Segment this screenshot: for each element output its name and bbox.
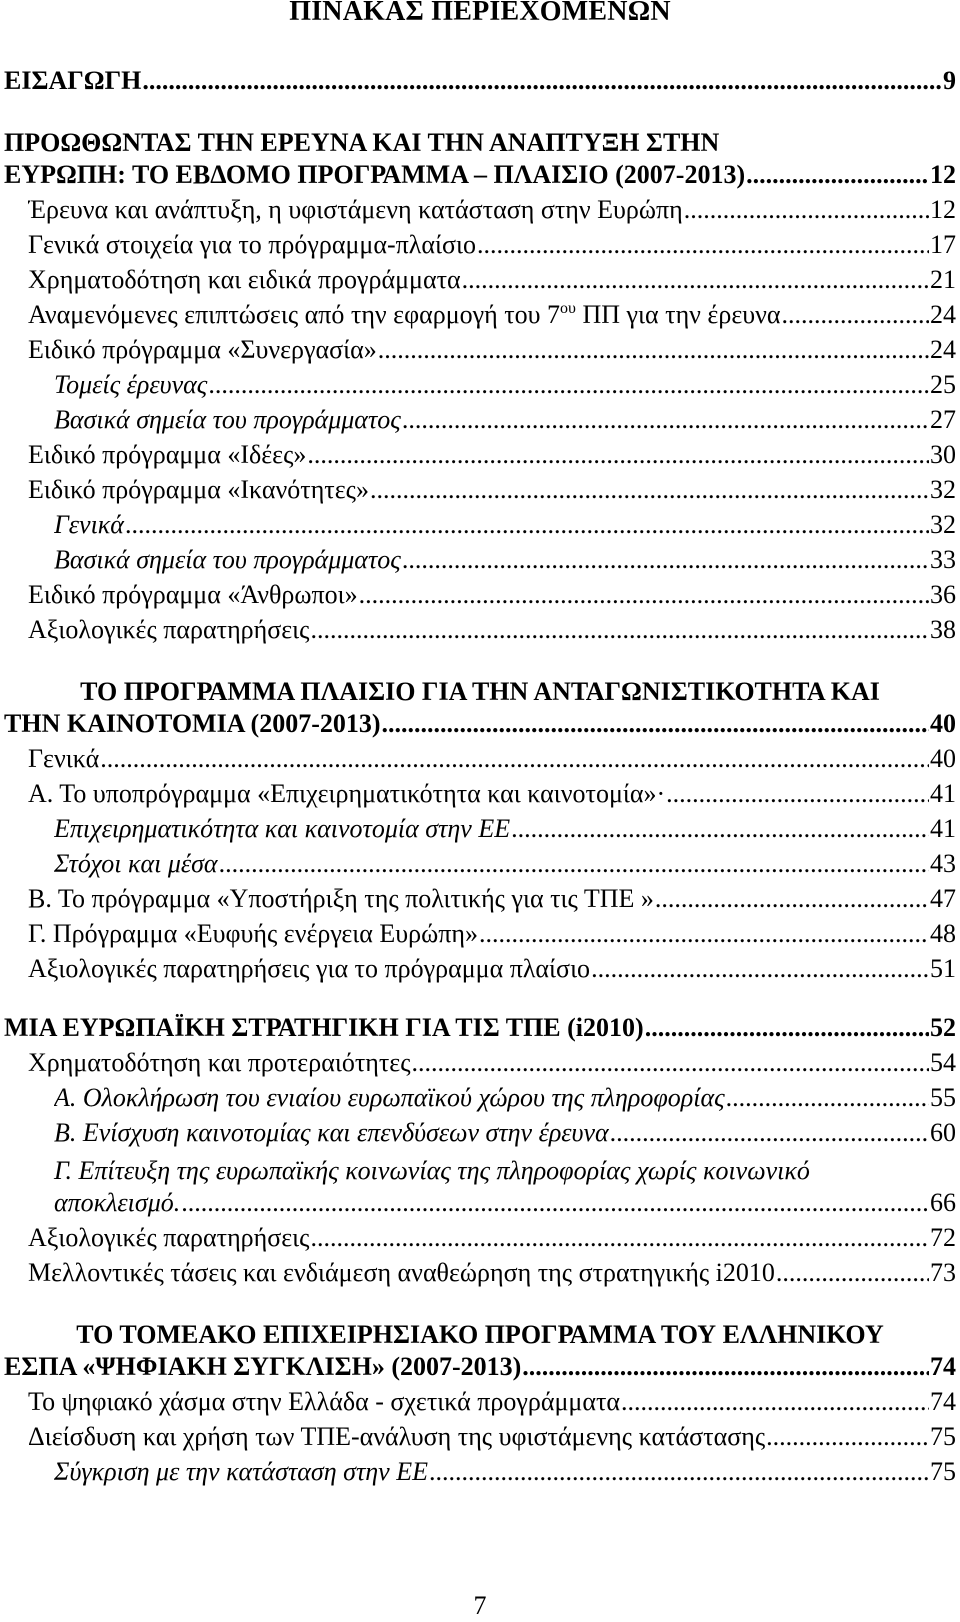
toc-entry-page: 60 xyxy=(930,1118,956,1147)
toc-entry-label: αποκλεισμό. xyxy=(54,1188,181,1217)
dot-leader xyxy=(666,779,929,809)
toc-entry-label: Διείσδυση και χρήση των ΤΠΕ-ανάλυση της υφιστάμενης κατάστασης xyxy=(28,1422,766,1451)
toc-entry[interactable] xyxy=(0,440,960,475)
toc-entry-label: ΕΥΡΩΠΗ: ΤΟ ΕΒΔΟΜΟ ΠΡΟΓΡΑΜΜΑ – ΠΛΑΙΣΙΟ (2007-2013) xyxy=(4,160,746,189)
dot-leader xyxy=(591,954,929,984)
toc-entry-page: 74 xyxy=(930,1352,956,1381)
toc-entry-page: 75 xyxy=(930,1422,956,1451)
toc-entry-label: Βασικά σημεία του προγράμματος xyxy=(54,545,401,574)
toc-entry-page: 54 xyxy=(930,1048,956,1077)
toc-subentry[interactable] xyxy=(0,405,960,440)
toc-entry[interactable] xyxy=(0,1223,960,1258)
toc-entry-label: Ειδικό πρόγραμμα «Άνθρωποι» xyxy=(28,580,358,609)
dot-leader xyxy=(142,66,942,96)
toc-entry-label: Α. Το υποπρόγραμμα «Επιχειρηματικότητα και καινοτομία»· xyxy=(28,779,666,808)
toc-entry-page: 12 xyxy=(930,160,956,189)
dot-leader xyxy=(726,1083,929,1113)
dot-leader xyxy=(522,1352,929,1382)
toc-subentry[interactable] xyxy=(0,1083,960,1118)
dot-leader xyxy=(412,1048,929,1078)
dot-leader xyxy=(402,545,929,575)
dot-leader xyxy=(776,1258,929,1288)
toc-entry-label: Αξιολογικές παρατηρήσεις xyxy=(28,1223,310,1252)
superscript: ου xyxy=(560,300,576,317)
toc-subentry[interactable] xyxy=(0,849,960,884)
toc-entry-label: ΜΙΑ ΕΥΡΩΠΑΪΚΗ ΣΤΡΑΤΗΓΙΚΗ ΓΙΑ ΤΙΣ ΤΠΕ (i2010) xyxy=(4,1013,644,1042)
dot-leader xyxy=(746,160,929,190)
toc-entry-section-3[interactable] xyxy=(0,1013,960,1048)
toc-entry-label: Α. Ολοκλήρωση του ενιαίου ευρωπαϊκού χώρου της πληροφορίας xyxy=(54,1083,725,1112)
toc-entry-section-2[interactable] xyxy=(0,709,960,744)
toc-subentry[interactable] xyxy=(0,1188,960,1223)
toc-entry-label: Ειδικό πρόγραμμα «Ιδέες» xyxy=(28,440,307,469)
toc-entry-label: Τομείς έρευνας xyxy=(54,370,208,399)
dot-leader xyxy=(610,1118,929,1148)
toc-entry-label: ΤΗΝ ΚΑΙΝΟΤΟΜΙΑ (2007-2013) xyxy=(4,709,381,738)
dot-leader xyxy=(511,814,929,844)
dot-leader xyxy=(645,1013,929,1043)
dot-leader xyxy=(100,744,929,774)
toc-entry[interactable] xyxy=(0,580,960,615)
toc-entry-label: Μελλοντικές τάσεις και ενδιάμεση αναθεώρηση της στρατηγικής i2010 xyxy=(28,1258,775,1287)
toc-entry-label: Σύγκριση με την κατάσταση στην ΕΕ xyxy=(54,1457,428,1486)
toc-subentry[interactable] xyxy=(0,1118,960,1153)
toc-entry-page: 24 xyxy=(930,300,956,329)
dot-leader xyxy=(310,615,929,645)
toc-entry[interactable] xyxy=(0,919,960,954)
toc-entry[interactable] xyxy=(0,615,960,650)
dot-leader xyxy=(621,1387,929,1417)
dot-leader xyxy=(307,440,929,470)
dot-leader xyxy=(382,709,929,739)
dot-leader xyxy=(378,335,929,365)
toc-entry[interactable] xyxy=(0,475,960,510)
toc-entry-label: Στόχοι και μέσα xyxy=(54,849,218,878)
toc-entry-label: Γενικά xyxy=(54,510,124,539)
toc-entry-label: Έρευνα και ανάπτυξη, η υφιστάμενη κατάσταση στην Ευρώπη xyxy=(28,195,683,224)
page-title: ΠΙΝΑΚΑΣ ΠΕΡΙΕΧΟΜΕΝΩΝ xyxy=(289,0,671,27)
toc-subentry[interactable] xyxy=(0,510,960,545)
toc-entry-page: 38 xyxy=(930,615,956,644)
toc-subentry[interactable] xyxy=(0,545,960,580)
dot-leader xyxy=(208,370,929,400)
toc-entry-page: 47 xyxy=(930,884,956,913)
toc-entry-label-part: ΠΠ για την έρευνα xyxy=(575,300,781,329)
toc-entry-label: Αξιολογικές παρατηρήσεις xyxy=(28,615,310,644)
toc-entry-page: 21 xyxy=(930,265,956,294)
dot-leader xyxy=(125,510,929,540)
toc-entry-label: Γενικά xyxy=(28,744,100,773)
toc-entry[interactable] xyxy=(0,1422,960,1457)
toc-entry[interactable] xyxy=(0,335,960,370)
dot-leader xyxy=(181,1188,929,1218)
page-number: 7 xyxy=(473,1591,487,1620)
toc-entry-page: 32 xyxy=(930,510,956,539)
toc-entry-page: 48 xyxy=(930,919,956,948)
toc-entry[interactable] xyxy=(0,195,960,230)
toc-entry[interactable] xyxy=(0,884,960,919)
dot-leader xyxy=(219,849,929,879)
toc-entry[interactable] xyxy=(0,744,960,779)
dot-leader xyxy=(655,884,929,914)
toc-entry-page: 30 xyxy=(930,440,956,469)
toc-entry-label-part: Αναμενόμενες επιπτώσεις από την εφαρμογή του 7 xyxy=(28,300,561,329)
toc-entry-page: 52 xyxy=(930,1013,956,1042)
toc-entry-page: 74 xyxy=(930,1387,956,1416)
toc-entry-label: Γενικά στοιχεία για το πρόγραμμα-πλαίσιο xyxy=(28,230,476,259)
toc-entry-label: Ειδικό πρόγραμμα «Συνεργασία» xyxy=(28,335,377,364)
toc-entry-introduction[interactable] xyxy=(0,66,960,101)
toc-entry-page: 40 xyxy=(930,709,956,738)
toc-entry-page: 9 xyxy=(943,66,956,95)
toc-entry-page: 51 xyxy=(930,954,956,983)
toc-section-heading[interactable]: ΤΟ ΤΟΜΕΑΚΟ ΕΠΙΧΕΙΡΗΣΙΑΚΟ ΠΡΟΓΡΑΜΜΑ ΤΟΥ ΕΛΛΗΝΙΚΟΥ xyxy=(76,1320,884,1349)
toc-entry-page: 27 xyxy=(930,405,956,434)
table-of-contents xyxy=(0,66,960,1492)
toc-entry-page: 55 xyxy=(930,1083,956,1112)
toc-entry-label: Γ. Πρόγραμμα «Ευφυής ενέργεια Ευρώπη» xyxy=(28,919,478,948)
toc-entry-label: Β. Ενίσχυση καινοτομίας και επενδύσεων στην έρευνα xyxy=(54,1118,609,1147)
toc-entry-label: Χρηματοδότηση και ειδικά προγράμματα xyxy=(28,265,461,294)
toc-entry-page: 66 xyxy=(930,1188,956,1217)
toc-entry-page: 12 xyxy=(930,195,956,224)
dot-leader xyxy=(429,1457,929,1487)
toc-section-heading[interactable]: ΤΟ ΠΡΟΓΡΑΜΜΑ ΠΛΑΙΣΙΟ ΓΙΑ ΤΗΝ ΑΝΤΑΓΩΝΙΣΤΙΚΟΤΗΤΑ ΚΑΙ xyxy=(80,677,880,706)
toc-entry-label: ΕΣΠΑ «ΨΗΦΙΑΚΗ ΣΥΓΚΛΙΣΗ» (2007-2013) xyxy=(4,1352,522,1381)
toc-entry-section-4[interactable] xyxy=(0,1352,960,1387)
toc-entry-label: Επιχειρηματικότητα και καινοτομία στην ΕΕ xyxy=(54,814,511,843)
toc-entry[interactable] xyxy=(0,300,960,335)
toc-entry-label: Ειδικό πρόγραμμα «Ικανότητες» xyxy=(28,475,369,504)
toc-entry-label xyxy=(28,300,781,330)
toc-entry-label: Βασικά σημεία του προγράμματος xyxy=(54,405,401,434)
toc-entry-page: 43 xyxy=(930,849,956,878)
toc-entry-label: Χρηματοδότηση και προτεραιότητες xyxy=(28,1048,411,1077)
toc-entry[interactable] xyxy=(0,230,960,265)
toc-entry[interactable] xyxy=(0,779,960,814)
toc-entry-section-1[interactable] xyxy=(0,160,960,195)
dot-leader xyxy=(359,580,929,610)
toc-subentry[interactable] xyxy=(0,1457,960,1492)
toc-entry-page: 25 xyxy=(930,370,956,399)
dot-leader xyxy=(766,1422,929,1452)
dot-leader xyxy=(462,265,929,295)
dot-leader xyxy=(782,300,930,330)
toc-entry-page: 24 xyxy=(930,335,956,364)
toc-entry-page: 75 xyxy=(930,1457,956,1486)
toc-entry-label: Αξιολογικές παρατηρήσεις για το πρόγραμμα πλαίσιο xyxy=(28,954,591,983)
toc-entry-label: Β. Το πρόγραμμα «Υποστήριξη της πολιτικής για τις ΤΠΕ » xyxy=(28,884,654,913)
toc-entry[interactable] xyxy=(0,1387,960,1422)
toc-entry-page: 32 xyxy=(930,475,956,504)
toc-entry-page: 73 xyxy=(930,1258,956,1287)
toc-entry[interactable] xyxy=(0,1258,960,1293)
toc-section-heading[interactable]: ΠΡΟΩΘΩΝΤΑΣ ΤΗΝ ΕΡΕΥΝΑ ΚΑΙ ΤΗΝ ΑΝΑΠΤΥΞΗ ΣΤΗΝ xyxy=(4,128,720,157)
dot-leader xyxy=(310,1223,929,1253)
toc-subentry-first-line[interactable]: Γ. Επίτευξη της ευρωπαϊκής κοινωνίας της πληροφορίας χωρίς κοινωνικό xyxy=(54,1156,810,1185)
toc-entry-page: 41 xyxy=(930,814,956,843)
toc-entry-page: 36 xyxy=(930,580,956,609)
toc-entry[interactable] xyxy=(0,265,960,300)
dot-leader xyxy=(402,405,929,435)
dot-leader xyxy=(684,195,929,225)
dot-leader xyxy=(370,475,929,505)
toc-entry-label: ΕΙΣΑΓΩΓΗ xyxy=(4,66,142,95)
toc-subentry[interactable] xyxy=(0,814,960,849)
dot-leader xyxy=(479,919,929,949)
toc-entry-label: Το ψηφιακό χάσμα στην Ελλάδα - σχετικά προγράμματα xyxy=(28,1387,621,1416)
toc-entry-page: 40 xyxy=(930,744,956,773)
toc-entry-page: 72 xyxy=(930,1223,956,1252)
toc-entry-page: 17 xyxy=(930,230,956,259)
toc-entry-page: 41 xyxy=(930,779,956,808)
toc-subentry[interactable] xyxy=(0,370,960,405)
toc-entry[interactable] xyxy=(0,1048,960,1083)
dot-leader xyxy=(477,230,929,260)
toc-entry-page: 33 xyxy=(930,545,956,574)
toc-entry[interactable] xyxy=(0,954,960,989)
